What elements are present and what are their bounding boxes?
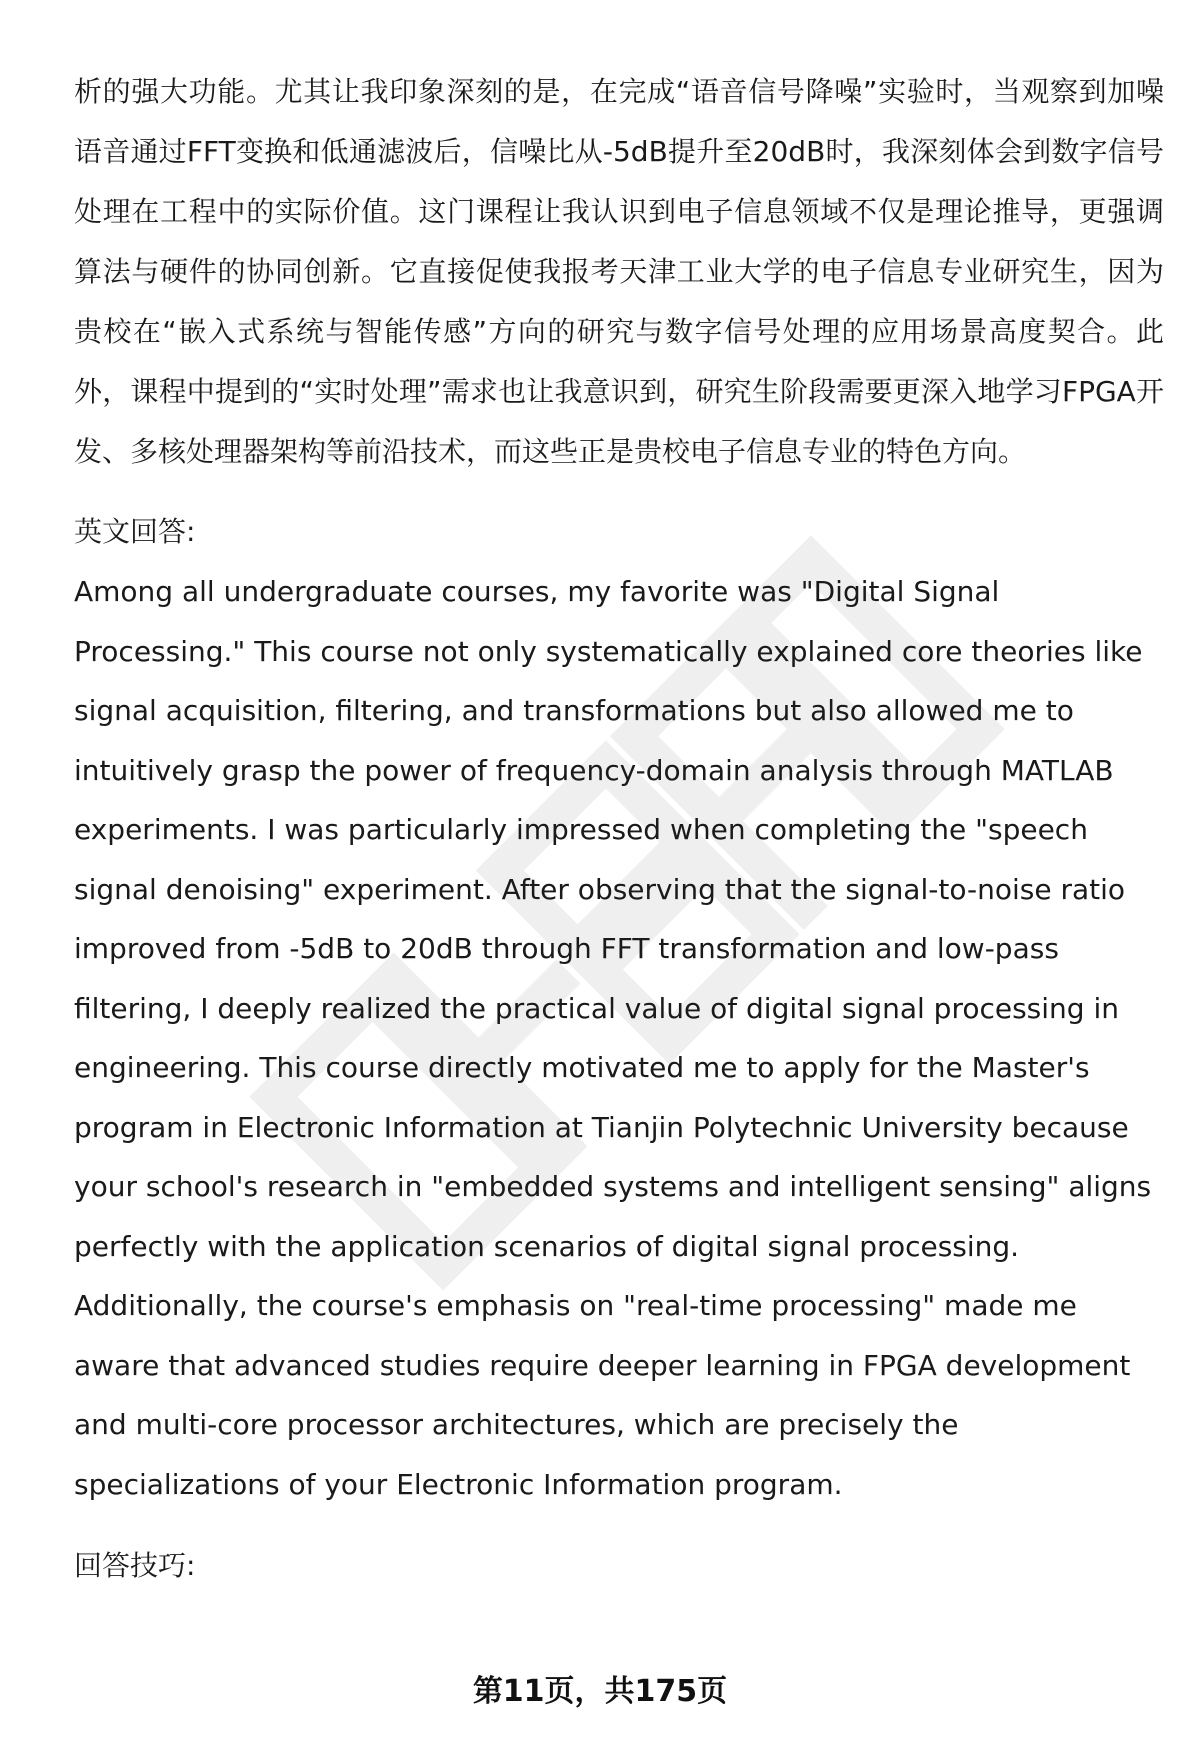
page-number-footer: 第11页，共175页	[472, 1674, 728, 1709]
answer-tips-heading: 回答技巧:	[74, 1549, 196, 1582]
english-answer-paragraph: Among all undergraduate courses, my favorite was "Digital Signal Processing." This course not only systematically explained core theories like signal acquisition, filtering, and transformations but also allowed me to intuitively grasp the power of frequency-domain analysis through MATLAB experiments. I was particularly impressed when completing the "speech signal denoising" experiment. After observing that the signal-to-noise ratio improved from -5dB to 20dB through FFT transformation and low-pass filtering, I deeply realized the practical value of digital signal processing in engineering. This course directly motivated me to apply for the Master's program in Electronic Information at Tianjin Polytechnic University because your school's research in "embedded systems and intelligent sensing" aligns perfectly with the application scenarios of digital signal processing. Additionally, the course's emphasis on "real-time processing" made me aware that advanced studies require deeper learning in FPGA development and multi-core processor architectures, which are precisely the specializations of your Electronic Information program.	[74, 575, 1152, 1501]
chinese-answer-paragraph: 析的强大功能。尤其让我印象深刻的是，在完成“语音信号降噪”实验时，当观察到加噪语音通过FFT变换和低通滤波后，信噪比从-5dB提升至20dB时，我深刻体会到数字信号处理在工程中的实际价值。这门课程让我认识到电子信息领域不仅是理论推导，更强调算法与硬件的协同创新。它直接促使我报考天津工业大学的电子信息专业研究生，因为贵校在“嵌入式系统与智能传感”方向的研究与数字信号处理的应用场景高度契合。此外，课程中提到的“实时处理”需求也让我意识到，研究生阶段需要更深入地学习FPGA开发、多核处理器架构等前沿技术，而这些正是贵校电子信息专业的特色方向。	[74, 75, 1164, 468]
english-answer-heading: 英文回答:	[74, 515, 196, 548]
document-body	[74, 62, 1164, 1596]
